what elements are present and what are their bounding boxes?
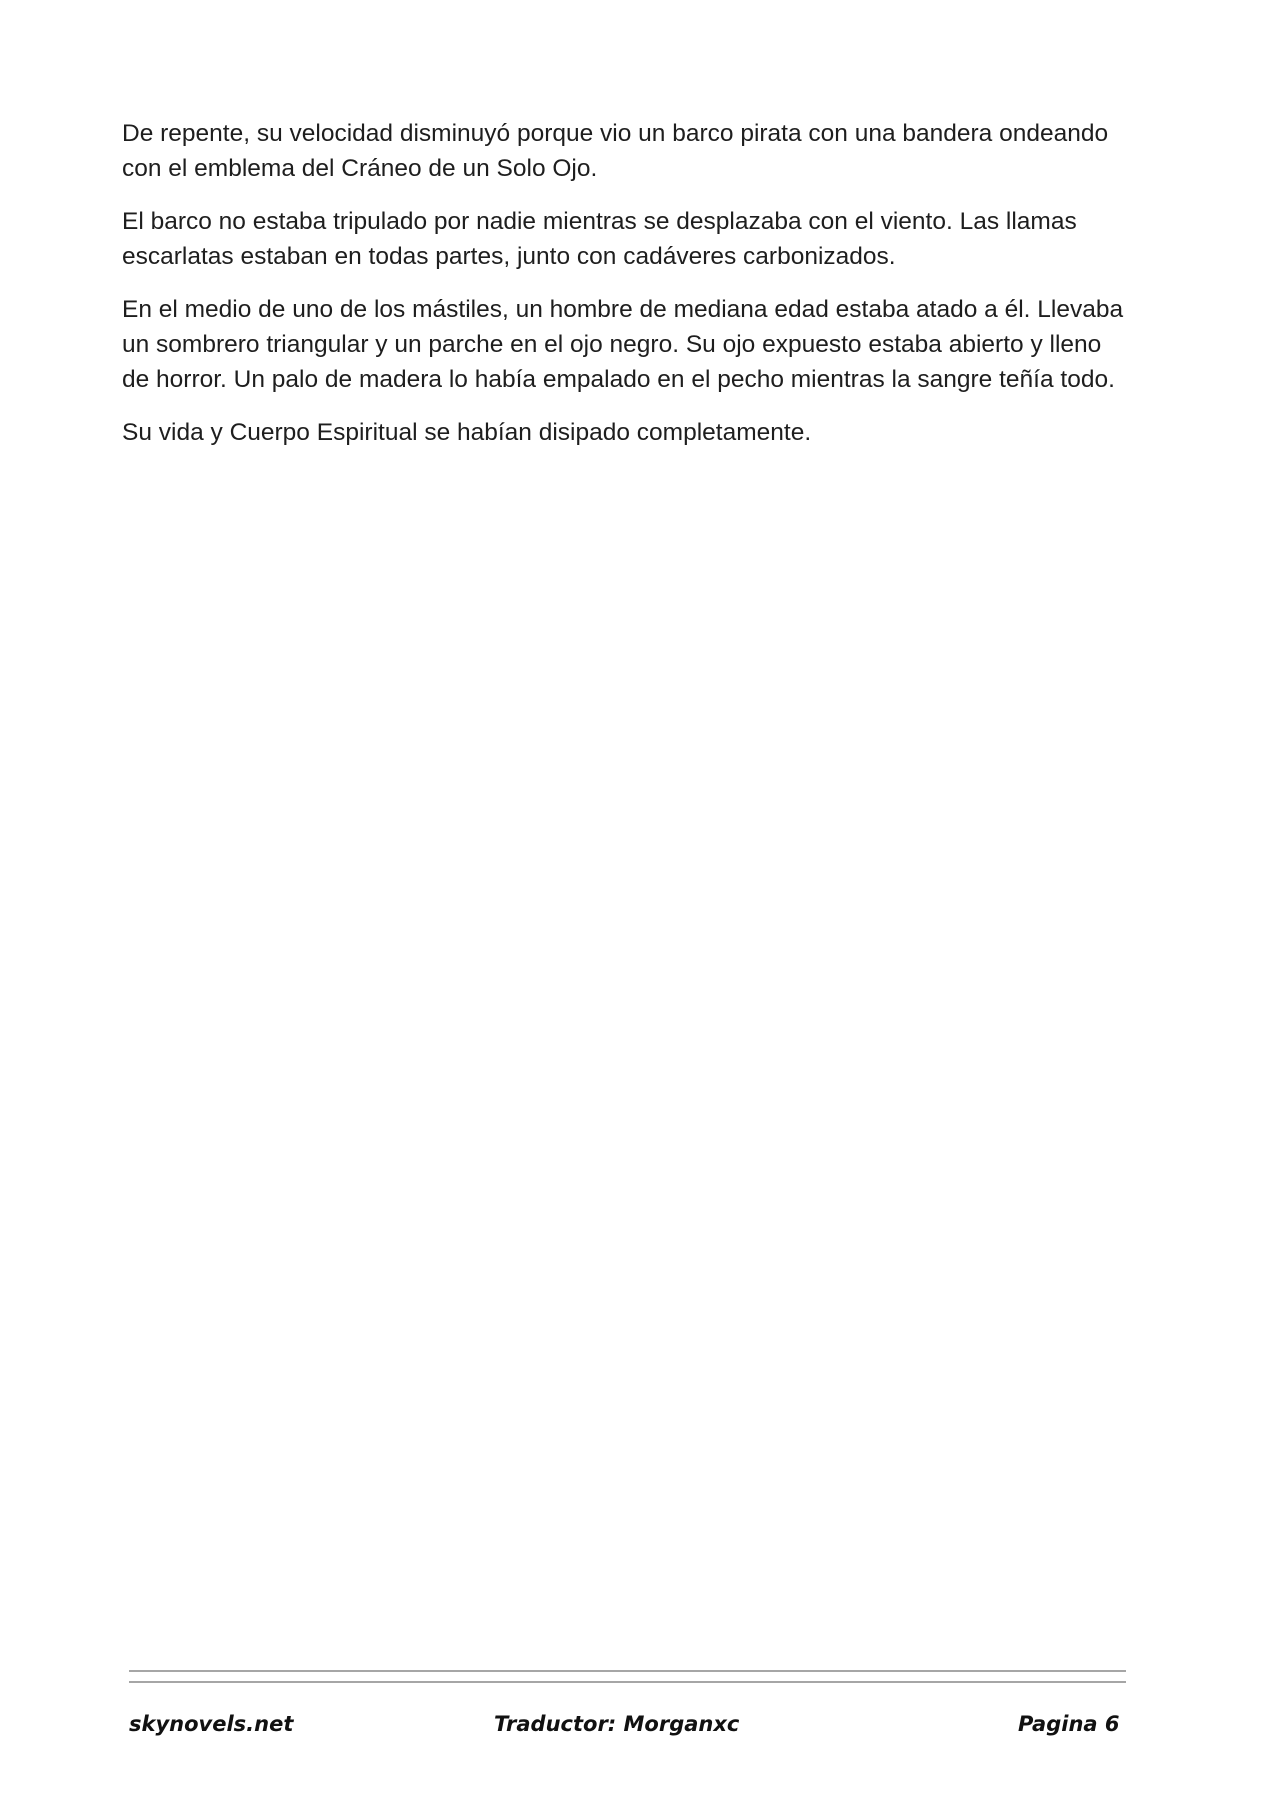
paragraph-3: En el medio de uno de los mástiles, un hombre de mediana edad estaba atado a él. Llevaba un sombrero triangular y un parche en el ojo negro. Su ojo expuesto estaba abierto y lleno de horror. Un palo de madera lo había empalado en el pecho mientras la sangre teñía todo. (122, 296, 1124, 393)
body-text (122, 116, 1132, 468)
footer-divider-bottom (129, 1681, 1126, 1683)
footer-translator: Traductor: Morganxc (494, 1712, 740, 1736)
footer-site: skynovels.net (129, 1712, 294, 1736)
page-footer (0, 1712, 1280, 1752)
footer-divider-top (129, 1670, 1126, 1672)
footer-page-number: Pagina 6 (1018, 1712, 1120, 1736)
paragraph-1: De repente, su velocidad disminuyó porque vio un barco pirata con una bandera ondeando con el emblema del Cráneo de un Solo Ojo. (122, 120, 1109, 182)
paragraph-4: Su vida y Cuerpo Espiritual se habían disipado completamente. (122, 419, 812, 446)
paragraph-2: El barco no estaba tripulado por nadie mientras se desplazaba con el viento. Las llamas escarlatas estaban en todas partes, junto con cadáveres carbonizados. (122, 208, 1077, 270)
